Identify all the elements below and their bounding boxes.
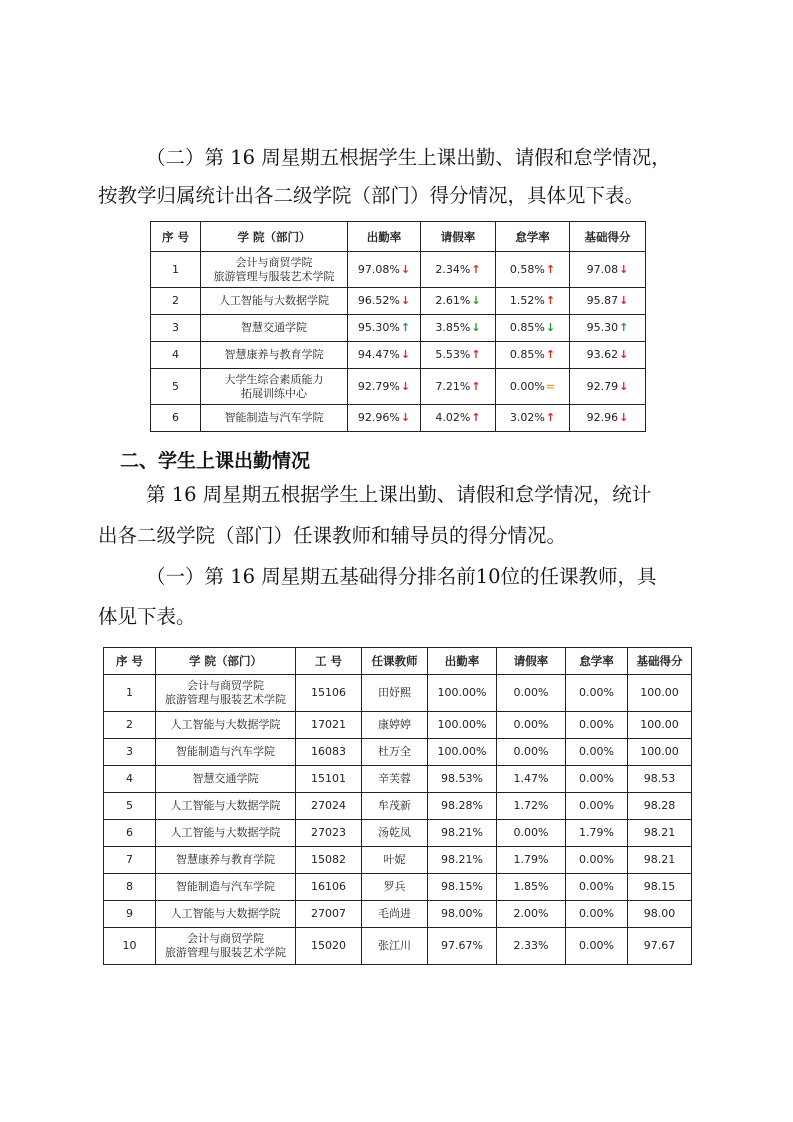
arrow-up-icon: ↑ [545, 262, 556, 276]
college-name-line-1: 智慧交通学院 [241, 321, 307, 334]
score-cell-value: 93.62 [586, 348, 619, 361]
row-number: 5 [151, 369, 201, 405]
header-college: 学 院（部门） [156, 648, 296, 675]
college-cell [156, 712, 296, 739]
teacher-name-cell: 康婷婷 [362, 712, 428, 739]
row-number: 5 [104, 793, 156, 820]
table-row [104, 712, 692, 739]
score-cell: 98.21 [628, 847, 692, 874]
score-cell [570, 405, 646, 432]
leave-cell: 0.00% [497, 675, 566, 712]
header-no: 序 号 [104, 648, 156, 675]
college-cell [201, 315, 348, 342]
truancy-cell-value: 0.00% [509, 379, 545, 393]
leave-cell: 0.00% [497, 820, 566, 847]
row-number: 1 [104, 675, 156, 712]
section-2-para-1-line-1: 第 16 周星期五根据学生上课出勤、请假和怠学情况，统计 [146, 483, 652, 506]
arrow-up-icon: ↑ [471, 348, 481, 361]
table-row [104, 847, 692, 874]
staff-id-cell: 15082 [296, 847, 362, 874]
attendance-cell [348, 315, 421, 342]
table-row [151, 369, 646, 405]
truancy-cell: 0.00% [566, 675, 628, 712]
leave-cell: 1.47% [497, 766, 566, 793]
attendance-cell [348, 342, 421, 369]
header-leave: 请假率 [421, 222, 496, 252]
teacher-name-cell: 张江川 [362, 928, 428, 965]
section-2-para-2-line-2: 体见下表。 [98, 605, 196, 628]
leave-cell: 0.00% [497, 712, 566, 739]
leave-cell-value: 5.53% [435, 348, 471, 361]
row-number: 8 [104, 874, 156, 901]
college-name-line-1: 智慧交通学院 [192, 772, 259, 785]
arrow-down-icon: ↓ [400, 294, 411, 307]
score-cell [570, 252, 646, 288]
section-2-para-2-line-1: （一）第 16 周星期五基础得分排名前10位的任课教师，具 [146, 565, 657, 588]
score-cell: 98.21 [628, 820, 692, 847]
college-name-line-1: 智慧康养与教育学院 [224, 348, 324, 361]
teacher-name-cell: 罗兵 [362, 874, 428, 901]
teacher-ranking-table [103, 647, 692, 965]
truancy-cell [496, 369, 570, 405]
score-cell-value: 92.79 [586, 379, 619, 393]
college-cell [156, 793, 296, 820]
table-row [151, 252, 646, 288]
arrow-up-icon: ↑ [545, 348, 556, 361]
college-cell [201, 405, 348, 432]
arrow-down-icon: ↓ [400, 411, 411, 424]
row-number: 9 [104, 901, 156, 928]
college-cell [156, 874, 296, 901]
arrow-up-icon: ↑ [471, 379, 481, 393]
score-cell-value: 97.08 [586, 262, 619, 276]
arrow-down-icon: ↓ [545, 321, 556, 334]
staff-id-cell: 16106 [296, 874, 362, 901]
row-number: 3 [104, 739, 156, 766]
staff-id-cell: 27024 [296, 793, 362, 820]
row-number: 6 [151, 405, 201, 432]
attendance-cell: 100.00% [428, 712, 497, 739]
table-row [104, 874, 692, 901]
table-row [104, 675, 692, 712]
truancy-cell-value: 1.52% [509, 294, 545, 307]
college-cell [201, 252, 348, 288]
row-number: 4 [151, 342, 201, 369]
college-cell [156, 928, 296, 965]
truancy-cell-value: 0.85% [509, 321, 545, 334]
arrow-down-icon: ↓ [471, 321, 481, 334]
truancy-cell-value: 3.02% [509, 411, 545, 424]
score-cell [570, 369, 646, 405]
header-attendance: 出勤率 [348, 222, 421, 252]
attendance-cell-value: 92.79% [357, 379, 400, 393]
staff-id-cell: 16083 [296, 739, 362, 766]
truancy-cell: 0.00% [566, 766, 628, 793]
college-name-line-1: 人工智能与大数据学院 [170, 907, 281, 920]
row-number: 6 [104, 820, 156, 847]
section-2-para-1-line-2: 出各二级学院（部门）任课教师和辅导员的得分情况。 [98, 524, 567, 547]
leave-cell: 1.79% [497, 847, 566, 874]
score-cell [570, 342, 646, 369]
college-name-line-2: 旅游管理与服装艺术学院 [165, 946, 286, 959]
college-name-line-1: 智能制造与汽车学院 [176, 880, 275, 893]
attendance-cell: 98.15% [428, 874, 497, 901]
leave-cell: 2.33% [497, 928, 566, 965]
truancy-cell-value: 0.58% [509, 262, 545, 276]
table-row [151, 405, 646, 432]
leave-cell [421, 369, 496, 405]
leave-cell-value: 2.34% [435, 262, 471, 276]
table-row [104, 928, 692, 965]
teacher-name-cell: 杜万全 [362, 739, 428, 766]
truancy-cell [496, 288, 570, 315]
college-name-line-1: 智能制造与汽车学院 [224, 411, 324, 424]
header-truancy: 怠学率 [496, 222, 570, 252]
college-name-line-1: 会计与商贸学院 [187, 932, 264, 945]
college-cell [201, 342, 348, 369]
score-cell-value: 95.30 [586, 321, 619, 334]
truancy-cell [496, 342, 570, 369]
score-cell-value: 92.96 [586, 411, 619, 424]
leave-cell [421, 405, 496, 432]
college-name-line-1: 智慧康养与教育学院 [176, 853, 275, 866]
college-name-line-1: 大学生综合素质能力 [224, 372, 324, 386]
teacher-name-cell: 毛尚进 [362, 901, 428, 928]
table-row [104, 901, 692, 928]
arrow-down-icon: ↓ [400, 379, 411, 393]
score-cell: 97.67 [628, 928, 692, 965]
college-cell [156, 847, 296, 874]
attendance-cell [348, 252, 421, 288]
table-row [151, 288, 646, 315]
table-row [151, 315, 646, 342]
attendance-cell [348, 288, 421, 315]
arrow-up-icon: ↑ [545, 411, 556, 424]
staff-id-cell: 15106 [296, 675, 362, 712]
arrow-down-icon: ↓ [619, 294, 629, 307]
arrow-down-icon: ↓ [619, 411, 629, 424]
header-college: 学 院（部门） [201, 222, 348, 252]
attendance-cell [348, 405, 421, 432]
row-number: 2 [104, 712, 156, 739]
score-cell [570, 315, 646, 342]
college-cell [156, 901, 296, 928]
attendance-cell [348, 369, 421, 405]
college-name-line-2: 旅游管理与服装艺术学院 [165, 693, 286, 706]
truancy-cell: 0.00% [566, 874, 628, 901]
score-cell [570, 288, 646, 315]
arrow-down-icon: ↓ [400, 348, 411, 361]
table-row [104, 793, 692, 820]
truancy-cell: 0.00% [566, 847, 628, 874]
leave-cell [421, 342, 496, 369]
college-cell [156, 766, 296, 793]
truancy-cell [496, 405, 570, 432]
college-cell [156, 739, 296, 766]
attendance-cell-value: 96.52% [357, 294, 400, 307]
header-leave: 请假率 [497, 648, 566, 675]
college-name-line-1: 人工智能与大数据学院 [170, 718, 281, 731]
arrow-up-icon: ↑ [619, 321, 629, 334]
teacher-name-cell: 辛芙蓉 [362, 766, 428, 793]
score-cell: 98.53 [628, 766, 692, 793]
college-name-line-1: 智能制造与汽车学院 [176, 745, 275, 758]
table-row [104, 766, 692, 793]
header-staff-id: 工 号 [296, 648, 362, 675]
truancy-cell: 0.00% [566, 793, 628, 820]
header-no: 序 号 [151, 222, 201, 252]
truancy-cell-value: 0.85% [509, 348, 545, 361]
row-number: 1 [151, 252, 201, 288]
staff-id-cell: 27023 [296, 820, 362, 847]
attendance-cell: 100.00% [428, 675, 497, 712]
score-cell: 100.00 [628, 739, 692, 766]
college-name-line-2: 拓展训练中心 [241, 386, 307, 400]
college-cell [201, 288, 348, 315]
teacher-name-cell: 牟茂新 [362, 793, 428, 820]
leave-cell-value: 7.21% [435, 379, 471, 393]
arrow-down-icon: ↓ [471, 294, 481, 307]
truancy-cell: 0.00% [566, 901, 628, 928]
staff-id-cell: 27007 [296, 901, 362, 928]
intro-line-2: 按教学归属统计出各二级学院（部门）得分情况，具体见下表。 [98, 184, 645, 207]
attendance-cell: 98.53% [428, 766, 497, 793]
attendance-cell-value: 95.30% [357, 321, 400, 334]
truancy-cell: 1.79% [566, 820, 628, 847]
attendance-cell: 98.21% [428, 820, 497, 847]
leave-cell: 0.00% [497, 739, 566, 766]
college-name-line-1: 会计与商贸学院 [187, 679, 264, 692]
section-2-heading: 二、学生上课出勤情况 [120, 450, 311, 472]
intro-line-1: （二）第 16 周星期五根据学生上课出勤、请假和怠学情况， [146, 146, 671, 169]
college-name-line-1: 人工智能与大数据学院 [219, 294, 329, 307]
arrow-up-icon: ↑ [545, 294, 556, 307]
teacher-name-cell: 叶妮 [362, 847, 428, 874]
arrow-down-icon: ↓ [619, 348, 629, 361]
college-name-line-1: 人工智能与大数据学院 [170, 799, 281, 812]
staff-id-cell: 15101 [296, 766, 362, 793]
table-header-row [151, 222, 646, 252]
arrow-down-icon: ↓ [400, 262, 411, 276]
college-cell [156, 675, 296, 712]
college-cell [201, 369, 348, 405]
leave-cell: 1.85% [497, 874, 566, 901]
header-attendance: 出勤率 [428, 648, 497, 675]
attendance-cell-value: 94.47% [357, 348, 400, 361]
header-teacher: 任课教师 [362, 648, 428, 675]
table-row [104, 739, 692, 766]
score-cell: 100.00 [628, 712, 692, 739]
score-cell: 100.00 [628, 675, 692, 712]
truancy-cell [496, 252, 570, 288]
attendance-cell: 98.00% [428, 901, 497, 928]
score-cell: 98.15 [628, 874, 692, 901]
table-row [151, 342, 646, 369]
staff-id-cell: 17021 [296, 712, 362, 739]
arrow-up-icon: ↑ [400, 321, 411, 334]
header-score: 基础得分 [628, 648, 692, 675]
truancy-cell: 0.00% [566, 712, 628, 739]
truancy-cell: 0.00% [566, 739, 628, 766]
attendance-cell: 98.21% [428, 847, 497, 874]
table-header-row [104, 648, 692, 675]
college-score-table [150, 221, 646, 432]
attendance-cell: 98.28% [428, 793, 497, 820]
score-cell: 98.28 [628, 793, 692, 820]
college-name-line-1: 人工智能与大数据学院 [170, 826, 281, 839]
attendance-cell: 100.00% [428, 739, 497, 766]
score-cell-value: 95.87 [586, 294, 619, 307]
attendance-cell: 97.67% [428, 928, 497, 965]
arrow-up-icon: ↑ [471, 411, 481, 424]
leave-cell-value: 4.02% [435, 411, 471, 424]
leave-cell: 2.00% [497, 901, 566, 928]
college-name-line-2: 旅游管理与服装艺术学院 [213, 269, 335, 283]
leave-cell [421, 288, 496, 315]
college-cell [156, 820, 296, 847]
leave-cell-value: 2.61% [435, 294, 471, 307]
row-number: 3 [151, 315, 201, 342]
truancy-cell [496, 315, 570, 342]
attendance-cell-value: 97.08% [357, 262, 400, 276]
teacher-name-cell: 汤乾凤 [362, 820, 428, 847]
arrow-up-icon: ↑ [471, 262, 481, 276]
row-number: 2 [151, 288, 201, 315]
header-truancy: 怠学率 [566, 648, 628, 675]
header-score: 基础得分 [570, 222, 646, 252]
leave-cell [421, 315, 496, 342]
score-cell: 98.00 [628, 901, 692, 928]
staff-id-cell: 15020 [296, 928, 362, 965]
table-row [104, 820, 692, 847]
college-name-line-1: 会计与商贸学院 [235, 255, 313, 269]
row-number: 7 [104, 847, 156, 874]
equal-icon: = [545, 379, 556, 393]
arrow-down-icon: ↓ [619, 379, 629, 393]
row-number: 10 [104, 928, 156, 965]
row-number: 4 [104, 766, 156, 793]
attendance-cell-value: 92.96% [357, 411, 400, 424]
truancy-cell: 0.00% [566, 928, 628, 965]
leave-cell: 1.72% [497, 793, 566, 820]
leave-cell [421, 252, 496, 288]
teacher-name-cell: 田妤熙 [362, 675, 428, 712]
arrow-down-icon: ↓ [619, 262, 629, 276]
leave-cell-value: 3.85% [435, 321, 471, 334]
